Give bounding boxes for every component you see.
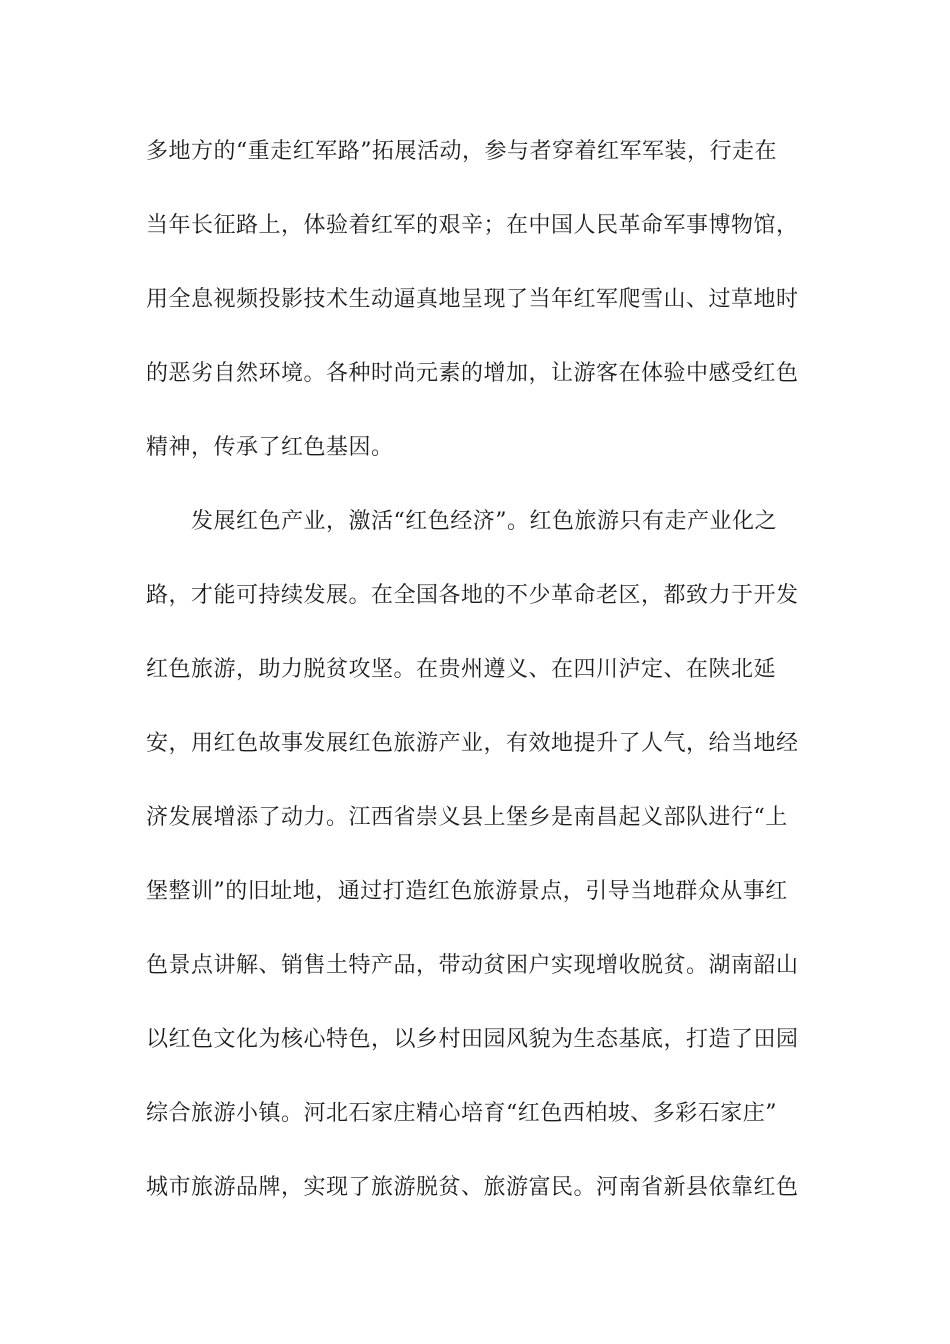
paragraph-start-line: 发展红色产业，激活“红色经济”。红色旅游只有走产业化之 [146,509,777,534]
text-line: 色景点讲解、销售土特产品，带动贫困户实现增收脱贫。湖南韶山 [146,953,799,978]
text-line: 红色旅游，助力脱贫攻坚。在贵州遵义、在四川泸定、在陕北延 [146,657,777,682]
text-line: 以红色文化为核心特色，以乡村田园风貌为生态基底，打造了田园 [146,1027,799,1052]
text-line: 济发展增添了动力。江西省崇义县上堡乡是南昌起义部队进行“上 [146,805,788,830]
text-line: 综合旅游小镇。河北石家庄精心培育“红色西柏坡、多彩石家庄” [146,1101,777,1126]
text-line: 堡整训”的旧址地，通过打造红色旅游景点，引导当地群众从事红 [146,879,788,904]
text-line: 的恶劣自然环境。各种时尚元素的增加，让游客在体验中感受红色 [146,361,799,386]
text-line: 城市旅游品牌，实现了旅游脱贫、旅游富民。河南省新县依靠红色 [146,1175,799,1200]
text-line: 精神，传承了红色基因。 [146,435,394,460]
text-line: 安，用红色故事发展红色旅游产业，有效地提升了人气，给当地经 [146,731,799,756]
text-line: 多地方的“重走红军路”拓展活动，参与者穿着红军军装，行走在 [146,139,777,164]
text-line: 用全息视频投影技术生动逼真地呈现了当年红军爬雪山、过草地时 [146,287,799,312]
text-line: 路，才能可持续发展。在全国各地的不少革命老区，都致力于开发 [146,583,799,608]
text-line: 当年长征路上，体验着红军的艰辛；在中国人民革命军事博物馆， [146,213,799,238]
